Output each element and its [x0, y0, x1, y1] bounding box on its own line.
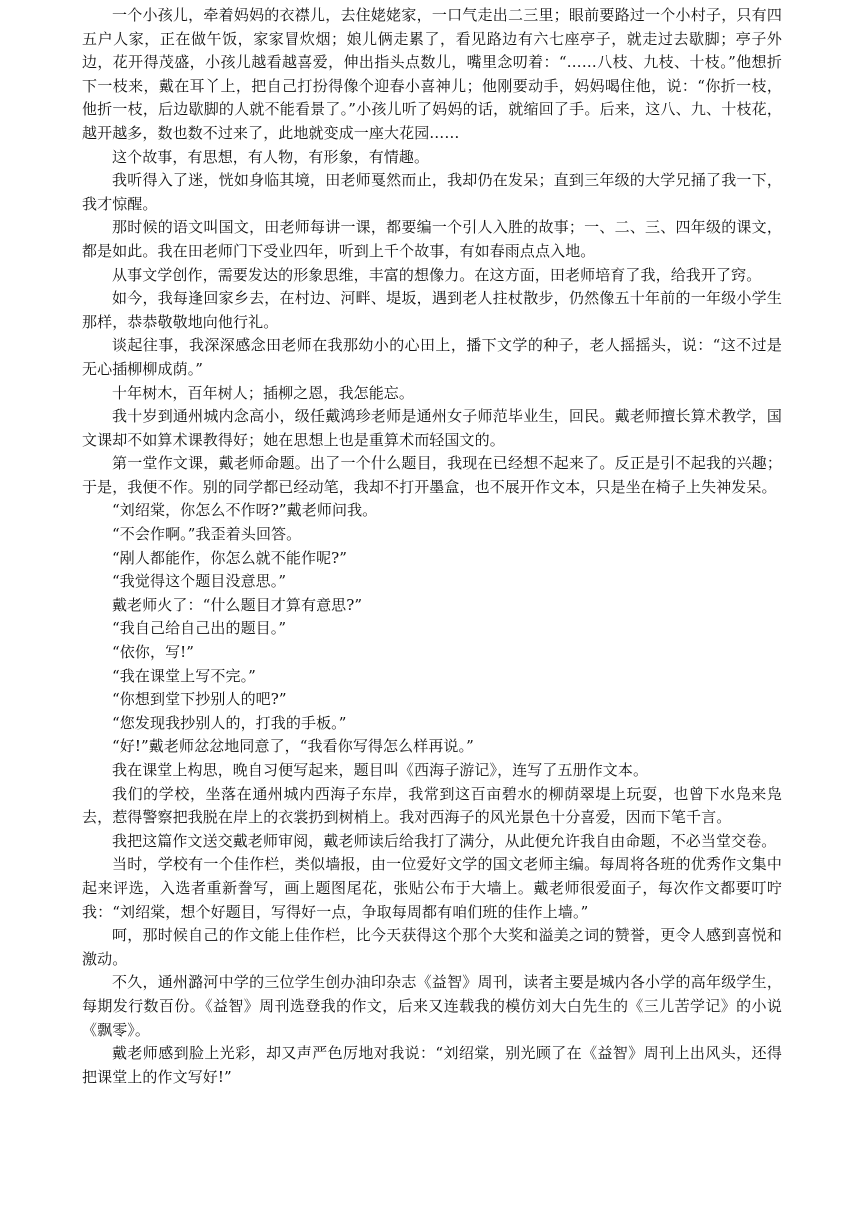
paragraph: 当时，学校有一个佳作栏，类似墙报，由一位爱好文学的国文老师主编。每周将各班的优秀作文集中起来评选，入选者重新誊写，画上题图尾花，张贴公布于大墙上。戴老师很爱面子，每次作文都要叮咛我：“刘绍棠，想个好题目，写得好一点，争取每周都有咱们班的佳作上墙。” [82, 855, 782, 921]
paragraph: 我在课堂上构思，晚自习便写起来，题目叫《西海子游记》，连写了五册作文本。 [112, 761, 649, 779]
paragraph: 谈起往事，我深深感念田老师在我那幼小的心田上，播下文学的种子，老人摇摇头，说：“这不过是无心插柳柳成荫。” [82, 336, 782, 378]
paragraph: 我十岁到通州城内念高小，级任戴鸿珍老师是通州女子师范毕业生，回民。戴老师擅长算术教学，国文课却不如算术课教得好；她在思想上也是重算术而轻国文的。 [82, 407, 782, 449]
paragraph: 如今，我每逢回家乡去，在村边、河畔、堤坂，遇到老人拄杖散步，仍然像五十年前的一年级小学生那样，恭恭敬敬地向他行礼。 [82, 289, 782, 331]
paragraph: 从事文学创作，需要发达的形象思维，丰富的想像力。在这方面，田老师培育了我，给我开了窍。 [112, 265, 762, 284]
dialogue-line: “我在课堂上写不完。” [112, 666, 256, 685]
paragraph: 我们的学校，坐落在通州城内西海子东岸，我常到这百亩碧水的柳荫翠堤上玩耍，也曾下水凫来凫去，惹得警察把我脱在岸上的衣裳扔到树梢上。我对西海子的风光景色十分喜爱，因而下笔千言。 [82, 784, 782, 827]
paragraph: 不久，通州潞河中学的三位学生创办油印杂志《益智》周刊，读者主要是城内各小学的高年级学生，每期发行数百份。《益智》周刊选登我的作文，后来又连载我的模仿刘大白先生的《三儿苦学记》的小说《飘零》。 [82, 973, 782, 1039]
paragraph: 第一堂作文课，戴老师命题。出了一个什么题目，我现在已经想不起来了。反正是引不起我的兴趣；于是，我便不作。别的同学都已经动笔，我却不打开墨盒，也不展开作文本，只是坐在椅子上失神发呆。 [82, 454, 782, 496]
dialogue-line: “我觉得这个题目没意思。” [112, 572, 287, 591]
paragraph: 十年树木，百年树人；插柳之恩，我怎能忘。 [112, 383, 415, 402]
dialogue-line: “您发现我抄别人的，打我的手板。” [112, 713, 347, 732]
dialogue-line: “剐人都能作，你怎么就不能作呢?” [112, 548, 348, 567]
dialogue-line: 戴老师火了：“什么题目才算有意思?” [112, 595, 363, 614]
dialogue-line: “好!”戴老师忿忿地同意了，“我看你写得怎么样再说。” [112, 737, 474, 756]
paragraph: 那时候的语文叫国文，田老师每讲一课，都要编一个引人入胜的故事；一、二、三、四年级的课文，都是如此。我在田老师门下受业四年，听到上千个故事，有如春雨点点入地。 [82, 218, 782, 260]
paragraph: 一个小孩儿，牵着妈妈的衣襟儿，去住姥姥家，一口气走出二三里；眼前要路过一个小村子，只有四五户人家，正在做午饭，家家冒炊烟；娘儿俩走累了，看见路边有六七座亭子，就走过去歇脚；亭子外边，花开得茂盛，小孩儿越看越喜爱，伸出指头点数儿，嘴里念叨着：“……八枝、九枝、十枝。”他想折下一枝来，戴在耳丫上，把自己打扮得像个迎春小喜神儿；他刚要动手，妈妈喝住他，说：“你折一枝，他折一枝，后边歇脚的人就不能看景了。”小孩儿听了妈妈的话，就缩回了手。后来，这八、九、十枝花，越开越多，数也数不过来了，此地就变成一座大花园…… [82, 6, 782, 142]
dialogue-line: “刘绍棠，你怎么不作呀?”戴老师问我。 [112, 501, 378, 520]
paragraph: 呵，那时候自己的作文能上佳作栏，比今天获得这个那个大奖和溢美之词的赞誉，更令人感到喜悦和激动。 [82, 926, 782, 968]
dialogue-line: “不会作啊。”我歪着头回答。 [112, 525, 302, 544]
document-page [82, 4, 782, 1089]
paragraph: 这个故事，有思想，有人物，有形象，有情趣。 [112, 147, 430, 166]
paragraph: 我听得入了迷，恍如身临其境，田老师戛然而止，我却仍在发呆；直到三年级的大学兄捅了我一下，我才惊醒。 [82, 171, 782, 213]
dialogue-line: “依你，写!” [112, 643, 195, 662]
paragraph: 戴老师感到脸上光彩，却又声严色厉地对我说：“刘绍棠，别光顾了在《益智》周刊上出风头，还得把课堂上的作文写好!” [82, 1044, 782, 1086]
dialogue-line: “我自己给自己出的题目。” [112, 619, 287, 638]
paragraph: 我把这篇作文送交戴老师审阅，戴老师读后给我打了满分，从此便允许我自由命题，不必当堂交卷。 [112, 831, 777, 850]
dialogue-line: “你想到堂下抄别人的吧?” [112, 690, 287, 709]
